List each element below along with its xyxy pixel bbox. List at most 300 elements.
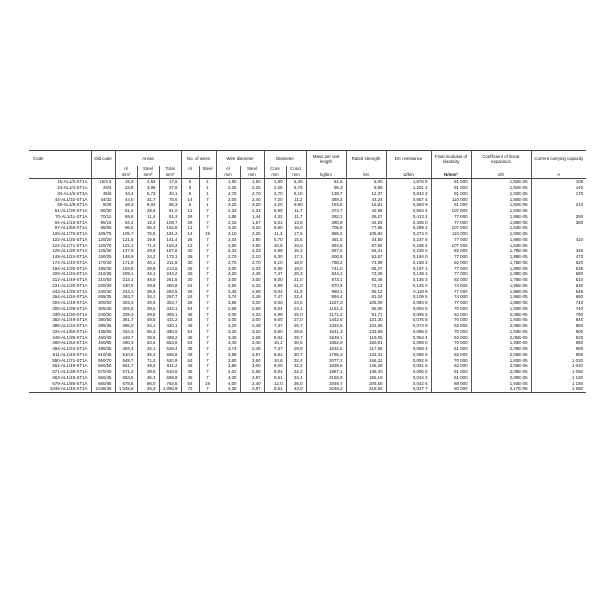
cell-capacity: 1 040 [531, 363, 586, 369]
cell-d-cond: 25,0 [286, 311, 306, 317]
cell-code: 122-AL1/71-ST1A [52, 242, 88, 248]
cell-modulus: 110 000 [431, 231, 471, 237]
cell-mass: 1939,5 [306, 363, 346, 369]
cell-mass: 369,3 [306, 196, 346, 202]
cell-capacity: 610 [531, 277, 586, 283]
cell-wd-al: 2,25 [216, 185, 240, 191]
cell-strength: 117,96 [346, 346, 386, 352]
cell-wd-al: 3,00 [216, 265, 240, 271]
cell-wires-steel: 7 [199, 277, 216, 283]
cell-area-al: 209,1 [115, 271, 137, 277]
cell-wires-al: 24 [181, 294, 199, 300]
cell-wd-steel: 3,20 [240, 225, 264, 231]
cell-wd-steel: 2,40 [240, 380, 264, 386]
cell-wd-al: 2,44 [216, 237, 240, 243]
cell-d-cond: 11,7 [286, 208, 306, 214]
cell-area-total: 620,9 [159, 357, 181, 363]
cell-capacity: 105 [531, 179, 586, 185]
cell-modulus: 62 000 [431, 334, 471, 340]
cell-modulus: 62 000 [431, 311, 471, 317]
cell-code: 209-AL1/34-ST1A [52, 271, 88, 277]
cell-wires-al: 6 [181, 202, 199, 208]
cell-dc-resistance: 0,226 0 [386, 248, 431, 254]
cell-wires-al: 30 [181, 260, 199, 266]
cell-strength: 92,46 [346, 277, 386, 283]
cell-capacity: 210 [531, 202, 586, 208]
cell-strength: 53,67 [346, 254, 386, 260]
cell-old-code: 340/30 [91, 311, 115, 317]
cell-d-cond: 5,40 [286, 179, 306, 185]
cell-wires-steel: 7 [199, 329, 216, 335]
cell-wires-al: 45 [181, 369, 199, 375]
cell-wd-steel: 2,68 [240, 306, 264, 312]
cell-dc-resistance: 0,094 9 [386, 306, 431, 312]
cell-strength: 136,40 [346, 369, 386, 375]
cell-d-cond: 18,9 [286, 260, 306, 266]
cell-d-cond: 30,7 [286, 352, 306, 358]
cell-mass: 2077,2 [306, 357, 346, 363]
cell-wd-steel: 2,49 [240, 294, 264, 300]
cell-expansion: 1,92E-05 [471, 202, 531, 208]
cell-area-al: 212,1 [115, 277, 137, 283]
cell-wires-steel: 7 [199, 317, 216, 323]
cell-code: 494-AL1/34-ST1A [52, 346, 88, 352]
cell-area-steel: 49,5 [137, 317, 159, 323]
cell-wd-steel: 2,70 [240, 191, 264, 197]
cell-strength: 8,95 [346, 185, 386, 191]
cell-d-cond: 27,0 [286, 317, 306, 323]
cell-area-total: 488,2 [159, 334, 181, 340]
cell-wires-al: 54 [181, 380, 199, 386]
cell-wires-steel: 1 [199, 185, 216, 191]
cell-capacity: 740 [531, 306, 586, 312]
sub-wires-al: Al [181, 166, 199, 172]
cell-code: 34-AL1/6-ST1A [57, 190, 88, 196]
cell-old-code: 385/35 [91, 323, 115, 329]
cell-code: 128-AL1/30-ST1A [52, 248, 88, 254]
cell-d-core: 10,2 [264, 340, 286, 346]
cell-expansion: 1,89E-05 [471, 219, 531, 225]
cell-area-steel: 39,5 [137, 369, 159, 375]
cell-old-code: 380/50 [91, 317, 115, 323]
cell-mass: 1227,3 [306, 300, 346, 306]
cell-d-cond: 20,3 [286, 271, 306, 277]
cell-area-steel: 29,8 [137, 265, 159, 271]
cell-mass: 374,7 [306, 208, 346, 214]
cell-modulus: 61 000 [431, 375, 471, 381]
cell-mass: 885,3 [306, 231, 346, 237]
cell-wires-steel: 7 [199, 306, 216, 312]
cell-d-cond: 43,0 [286, 386, 306, 392]
cell-mass: 1442,5 [306, 317, 346, 323]
cell-area-al: 148,9 [115, 254, 137, 260]
unit-areas-steel: mm² [137, 172, 159, 179]
cell-capacity: 850 [531, 323, 586, 329]
cell-d-cond: 9,60 [286, 202, 306, 208]
unit-expansion: 1/K [471, 172, 531, 179]
cell-area-steel: 15,3 [137, 219, 159, 225]
cell-wires-al: 54 [181, 357, 199, 363]
cell-dc-resistance: 0,075 8 [386, 317, 431, 323]
cell-modulus: 74 000 [431, 294, 471, 300]
cell-area-al: 678,6 [115, 380, 137, 386]
cell-code: 24-AL1/4-ST1A [57, 185, 88, 191]
cell-d-core: 12,0 [264, 380, 286, 386]
cell-area-al: 48,3 [115, 202, 137, 208]
cell-area-total: 27,8 [159, 185, 181, 191]
cell-wd-steel: 3,20 [240, 202, 264, 208]
cell-code: 184-AL1/30-ST1A [52, 265, 88, 271]
cell-area-steel: 34,1 [137, 346, 159, 352]
cell-wd-steel: 2,40 [240, 196, 264, 202]
cell-area-total: 282,5 [159, 288, 181, 294]
cell-area-al: 494,4 [115, 346, 137, 352]
cell-wires-al: 6 [181, 185, 199, 191]
cell-area-al: 15,3 [115, 179, 137, 185]
sub-areas-steel: Steel [137, 166, 159, 172]
cell-expansion: 1,93E-05 [471, 357, 531, 363]
cell-mass: 61,6 [306, 179, 346, 185]
cell-wires-al: 14 [181, 231, 199, 237]
cell-dc-resistance: 0,125 0 [386, 283, 431, 289]
cell-area-steel: 11,4 [137, 214, 159, 220]
cell-capacity: 590 [531, 271, 586, 277]
cell-old-code: 1045/45 [91, 386, 115, 392]
cell-strength: 150,81 [346, 340, 386, 346]
header-wire-diameter: Wire diameter [216, 151, 264, 167]
cell-capacity: 290 [531, 214, 586, 220]
cell-area-total: 555,8 [159, 352, 181, 358]
cell-wd-al: 3,74 [216, 346, 240, 352]
cell-dc-resistance: 0,052 6 [386, 357, 431, 363]
cell-strength: 77,85 [346, 225, 386, 231]
cell-d-cond: 11,2 [286, 196, 306, 202]
cell-d-cond: 19,0 [286, 265, 306, 271]
cell-dc-resistance: 0,042 6 [386, 380, 431, 386]
cell-modulus: 81 000 [431, 191, 471, 197]
cell-area-al: 386,0 [115, 323, 137, 329]
cell-wd-al: 3,10 [216, 231, 240, 237]
cell-expansion: 1,89E-05 [471, 271, 531, 277]
cell-old-code: 44/32 [91, 196, 115, 202]
cell-wires-steel: 7 [199, 208, 216, 214]
cell-d-core: 5,70 [264, 237, 286, 243]
cell-capacity: 840 [531, 317, 586, 323]
cell-wd-steel: 1,44 [240, 214, 264, 220]
cell-area-total: 611,2 [159, 363, 181, 369]
cell-old-code: 95/55 [91, 225, 115, 231]
cell-d-core: 7,47 [264, 294, 286, 300]
cell-wd-steel: 2,68 [240, 369, 264, 375]
cell-area-steel: 71,3 [137, 242, 159, 248]
cell-wires-steel: 7 [199, 363, 216, 369]
cell-area-al: 51,2 [115, 208, 137, 214]
cell-expansion: 1,53E-05 [471, 225, 531, 231]
cell-old-code: 185/30 [91, 265, 115, 271]
cell-wires-al: 45 [181, 375, 199, 381]
cell-area-al: 448,7 [115, 334, 137, 340]
cell-old-code: 300/50 [91, 300, 115, 306]
cell-modulus: 70 000 [431, 329, 471, 335]
cell-d-core: 9,60 [264, 225, 286, 231]
cell-area-steel: 34,1 [137, 271, 159, 277]
cell-old-code: 550/70 [91, 357, 115, 363]
cell-wd-al: 2,33 [216, 248, 240, 254]
cell-area-total: 109,7 [159, 219, 181, 225]
cell-capacity: 1 150 [531, 380, 586, 386]
cell-wires-al: 54 [181, 317, 199, 323]
sub-wd-steel: Steel [240, 166, 264, 172]
cell-wd-al: 3,00 [216, 277, 240, 283]
sub-wd-al: Al [216, 166, 240, 172]
header-expansion: Coefficient of linear expansion [471, 151, 531, 167]
cell-d-core: 10,8 [264, 242, 286, 248]
cell-expansion: 1,53E-05 [471, 242, 531, 248]
cell-modulus: 81 000 [431, 179, 471, 185]
cell-dc-resistance: 0,051 5 [386, 363, 431, 369]
cell-code: 339-AL1/30-ST1A [52, 311, 88, 317]
cell-dc-resistance: 0,050 6 [386, 369, 431, 375]
cell-area-steel: 45,3 [137, 386, 159, 392]
cell-wd-steel: 2,68 [240, 288, 264, 294]
cell-area-al: 304,3 [115, 300, 137, 306]
cell-area-total: 698,8 [159, 375, 181, 381]
cell-strength: 206,56 [346, 380, 386, 386]
cell-dc-resistance: 0,593 9 [386, 202, 431, 208]
header-code: Code [29, 151, 91, 167]
header-old-code: Old code [91, 151, 115, 167]
cell-area-total: 243,2 [159, 271, 181, 277]
cell-capacity: 1 050 [531, 369, 586, 375]
cell-wires-al: 48 [181, 363, 199, 369]
cell-old-code: 210/35 [91, 271, 115, 277]
cell-dc-resistance: 0,274 0 [386, 231, 431, 237]
cell-d-core: 9,00 [264, 317, 286, 323]
cell-expansion: 1,93E-05 [471, 306, 531, 312]
cell-dc-resistance: 0,066 6 [386, 329, 431, 335]
cell-area-total: 369,1 [159, 311, 181, 317]
cell-modulus: 82 000 [431, 260, 471, 266]
cell-area-steel: 39,5 [137, 334, 159, 340]
cell-expansion: 1,93E-05 [471, 317, 531, 323]
cell-capacity: 680 [531, 294, 586, 300]
cell-strength: 121,30 [346, 317, 386, 323]
cell-area-al: 127,9 [115, 248, 137, 254]
cell-expansion: 1,78E-05 [471, 260, 531, 266]
cell-wd-steel: 1,67 [240, 219, 264, 225]
cell-old-code: 230/30 [91, 283, 115, 289]
cell-strength: 133,31 [346, 352, 386, 358]
cell-area-steel: 19,8 [137, 237, 159, 243]
cell-d-cond: 11,7 [286, 214, 306, 220]
cell-dc-resistance: 0,138 1 [386, 271, 431, 277]
sub-d-core: Core [264, 166, 286, 172]
cell-wires-steel: 7 [199, 219, 216, 225]
cell-modulus: 81 000 [431, 185, 471, 191]
cell-strength: 105,09 [346, 300, 386, 306]
cell-wires-steel: 7 [199, 271, 216, 277]
cell-mass: 1765,3 [306, 352, 346, 358]
cell-area-steel: 29,8 [137, 283, 159, 289]
unit-strength: kN [346, 172, 386, 179]
cell-d-core: 5,01 [264, 219, 286, 225]
cell-d-core: 8,04 [264, 306, 286, 312]
cell-wd-steel: 2,25 [240, 231, 264, 237]
cell-d-core: 4,32 [264, 214, 286, 220]
header-modulus: Final modulus of elasticity [431, 151, 471, 167]
cell-d-cond: 13,6 [286, 219, 306, 225]
cell-d-cond: 32,2 [286, 369, 306, 375]
cell-strength: 65,27 [346, 265, 386, 271]
cell-capacity: 920 [531, 334, 586, 340]
cell-wires-steel: 7 [199, 288, 216, 294]
cell-mass: 282,2 [306, 214, 346, 220]
cell-expansion: 1,78E-05 [471, 277, 531, 283]
cell-modulus: 77 000 [431, 254, 471, 260]
cell-code: 44-AL1/32-ST1A [54, 196, 88, 202]
cell-wires-al: 48 [181, 311, 199, 317]
cell-wd-al: 3,60 [216, 357, 240, 363]
cell-area-steel: 40,1 [137, 260, 159, 266]
cell-mass: 994,4 [306, 294, 346, 300]
cell-wires-steel: 7 [199, 300, 216, 306]
cell-dc-resistance: 0,657 4 [386, 196, 431, 202]
cell-mass: 844,1 [306, 271, 346, 277]
cell-dc-resistance: 0,109 5 [386, 294, 431, 300]
cell-wd-al: 3,50 [216, 283, 240, 289]
cell-wd-al: 3,20 [216, 323, 240, 329]
cell-wd-al: 3,20 [216, 225, 240, 231]
cell-area-steel: 34,1 [137, 323, 159, 329]
cell-wd-al: 2,00 [216, 196, 240, 202]
cell-dc-resistance: 0,564 4 [386, 208, 431, 214]
cell-wd-steel: 2,87 [240, 386, 264, 392]
cell-old-code: 16/2,5 [91, 179, 115, 185]
cell-modulus: 107 000 [431, 242, 471, 248]
cell-capacity: 740 [531, 300, 586, 306]
cell-area-total: 490,6 [159, 329, 181, 335]
cell-wd-steel: 2,49 [240, 346, 264, 352]
cell-mass: 1549,1 [306, 334, 346, 340]
cell-strength: 91,71 [346, 311, 386, 317]
cell-modulus: 107 000 [431, 208, 471, 214]
cell-wd-al: 3,86 [216, 300, 240, 306]
cell-wd-steel: 2,33 [240, 208, 264, 214]
cell-modulus: 81 000 [431, 202, 471, 208]
cell-modulus: 77 000 [431, 288, 471, 294]
cell-area-total: 261,5 [159, 277, 181, 283]
cell-wires-al: 30 [181, 248, 199, 254]
cell-wd-al: 3,45 [216, 334, 240, 340]
cell-wires-steel: 7 [199, 311, 216, 317]
cell-capacity: 140 [531, 185, 586, 191]
unit-areas-total: mm² [159, 172, 181, 179]
cell-area-total: 528,4 [159, 346, 181, 352]
cell-area-al: 549,7 [115, 357, 137, 363]
cell-old-code: 70/12 [91, 214, 115, 220]
cell-mass: 1641,3 [306, 329, 346, 335]
cell-modulus: 61 000 [431, 346, 471, 352]
cell-code: 305-AL1/39-ST1A [52, 305, 88, 311]
cell-d-cond: 30,6 [286, 340, 306, 346]
cell-wires-al: 26 [181, 300, 199, 306]
unit-wd-steel: mm [240, 172, 264, 179]
cell-wires-al: 48 [181, 323, 199, 329]
cell-wd-al: 2,68 [216, 306, 240, 312]
cell-wires-steel: 7 [199, 357, 216, 363]
cell-wd-al: 2,70 [216, 260, 240, 266]
cell-d-cond: 21,0 [286, 283, 306, 289]
cell-d-core: 1,80 [264, 179, 286, 185]
cell-wires-al: 12 [181, 208, 199, 214]
cell-wires-steel: 19 [199, 380, 216, 386]
cell-area-steel: 39,5 [137, 306, 159, 312]
cell-modulus: 82 000 [431, 277, 471, 283]
cell-mass: 1333,6 [306, 323, 346, 329]
cell-wires-al: 54 [181, 329, 199, 335]
cell-dc-resistance: 0,834 2 [386, 191, 431, 197]
cell-area-steel: 71,3 [137, 357, 159, 363]
cell-expansion: 1,53E-05 [471, 208, 531, 214]
cell-strength: 218,92 [346, 386, 386, 392]
sub-areas-total: Total [159, 166, 181, 172]
cell-area-total: 610,6 [159, 369, 181, 375]
cell-strength: 156,16 [346, 375, 386, 381]
cell-d-cond: 29,9 [286, 346, 306, 352]
cell-strength: 5,80 [346, 179, 386, 185]
cell-code: 382-AL1/49-ST1A [52, 317, 88, 323]
cell-mass: 980,1 [306, 288, 346, 294]
cell-mass: 194,8 [306, 202, 346, 208]
cell-code: 490-AL1/64-ST1A [52, 340, 88, 346]
cell-code: 679-AL1/86-ST1A [52, 380, 88, 386]
cell-dc-resistance: 0,056 6 [386, 352, 431, 358]
cell-area-steel: 29,8 [137, 248, 159, 254]
cell-area-al: 96,5 [115, 225, 137, 231]
cell-mass: 1852,9 [306, 340, 346, 346]
cell-area-total: 431,2 [159, 317, 181, 323]
cell-expansion: 2,05E-05 [471, 352, 531, 358]
cell-old-code: 450/40 [91, 334, 115, 340]
cell-modulus: 62 000 [431, 363, 471, 369]
header-row [29, 151, 586, 167]
cell-strength: 12,37 [346, 191, 386, 197]
cell-wd-steel: 2,33 [240, 283, 264, 289]
cell-d-core: 6,99 [264, 311, 286, 317]
cell-capacity: 350 [531, 219, 586, 225]
cell-old-code: 125/30 [91, 248, 115, 254]
cell-area-al: 490,3 [115, 340, 137, 346]
cell-wires-al: 30 [181, 277, 199, 283]
cell-wd-al: 1,80 [216, 179, 240, 185]
cell-modulus: 70 000 [431, 317, 471, 323]
cell-area-steel: 49,5 [137, 277, 159, 283]
cell-area-total: 344,1 [159, 306, 181, 312]
cell-wires-al: 54 [181, 340, 199, 346]
cell-dc-resistance: 1,201 2 [386, 185, 431, 191]
cell-old-code: 490/65 [91, 340, 115, 346]
cell-wd-steel: 2,33 [240, 311, 264, 317]
cell-area-steel: 49,5 [137, 363, 159, 369]
cell-wd-al: 3,20 [216, 202, 240, 208]
cell-expansion: 1,89E-05 [471, 237, 531, 243]
cell-strength: 73,36 [346, 271, 386, 277]
cell-strength: 146,28 [346, 363, 386, 369]
cell-wd-al: 3,20 [216, 329, 240, 335]
unit-areas-al: mm² [115, 172, 137, 179]
cell-strength: 133,59 [346, 329, 386, 335]
cell-wires-steel: 1 [199, 202, 216, 208]
